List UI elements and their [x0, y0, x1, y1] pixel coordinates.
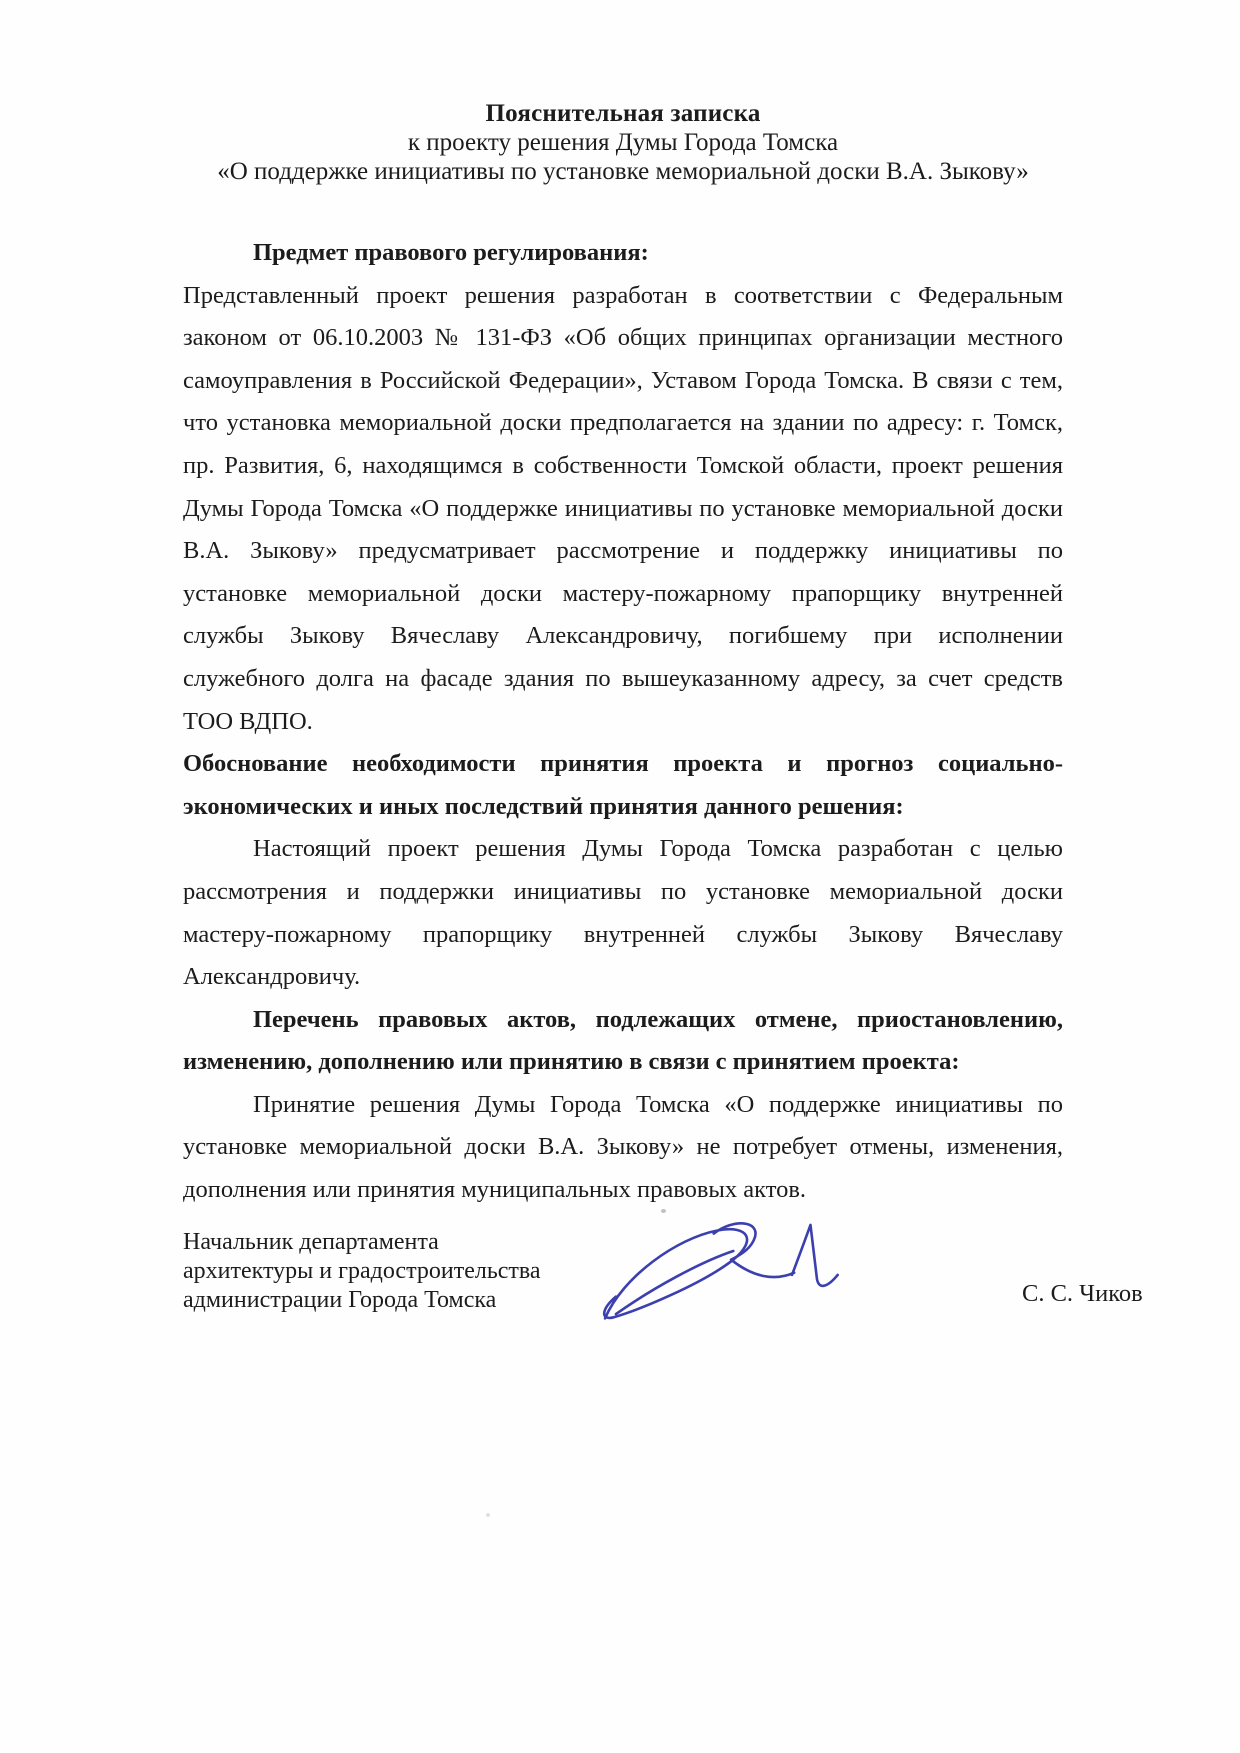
scan-speck [407, 1268, 411, 1272]
signatory-position-line: Начальник департамента [183, 1229, 439, 1255]
paragraph-subject: Представленный проект решения разработан в соответствии с Федеральным законом от 06.10.2003 № 131-ФЗ «Об общих принципах организации местного самоуправления в Российской Федерации», Уставом Города Томска. В связи с тем, что установка мемориальной доски предполагается на здании по адресу: г. Томск, пр. Развития, 6, находящимся в собственности Томской области, проект решения Думы Города Томска «О поддержке инициативы по установке мемориальной доски В.А. Зыкову» предусматривает рассмотрение и поддержку инициативы по установке мемориальной доски мастеру-пожарному прапорщику внутренней службы Зыкову Вячеславу Александровичу, погибшему при исполнении служебного долга на фасаде здания по вышеуказанному адресу, за счет средств ТОО ВДПО. [183, 281, 1063, 735]
signatory-position-line: администрации Города Томска [183, 1287, 497, 1313]
scan-speck [837, 331, 844, 333]
section-header-acts-list: Перечень правовых актов, подлежащих отмене, приостановлению, изменению, дополнению или принятию в связи с принятием проекта: [183, 1005, 1063, 1076]
document-title: Пояснительная записка [485, 100, 761, 127]
scan-speck [486, 1513, 490, 1517]
document-subtitle: к проекту решения Думы Города Томска [407, 129, 839, 156]
section-header-subject: Предмет правового регулирования: [253, 239, 649, 266]
scan-speck [661, 1209, 666, 1213]
document-content [183, 232, 1063, 1212]
document-title-block [183, 99, 1063, 186]
section-header-justification: Обоснование необходимости принятия проекта и прогноз социально-экономических и иных последствий принятия данного решения: [183, 750, 1063, 820]
handwritten-signature-icon [592, 1216, 842, 1336]
signatory-position-line: архитектуры и градостроительства [183, 1258, 541, 1284]
document-body [183, 99, 1063, 1212]
paragraph-acts-list: Принятие решения Думы Города Томска «О поддержке инициативы по установке мемориальной доски В.А. Зыкову» не потребует отмены, изменения, дополнения или принятия муниципальных правовых актов. [183, 1090, 1063, 1204]
signatory-name: С. С. Чиков [1022, 1280, 1143, 1307]
document-subject-line: «О поддержке инициативы по установке мемориальной доски В.А. Зыкову» [217, 158, 1029, 185]
signatory-position-block [183, 1228, 603, 1315]
paragraph-justification: Настоящий проект решения Думы Города Томска разработан с целью рассмотрения и поддержки инициативы по установке мемориальной доски мастеру-пожарному прапорщику внутренней службы Зыкову Вячеславу Александровичу. [183, 835, 1063, 991]
